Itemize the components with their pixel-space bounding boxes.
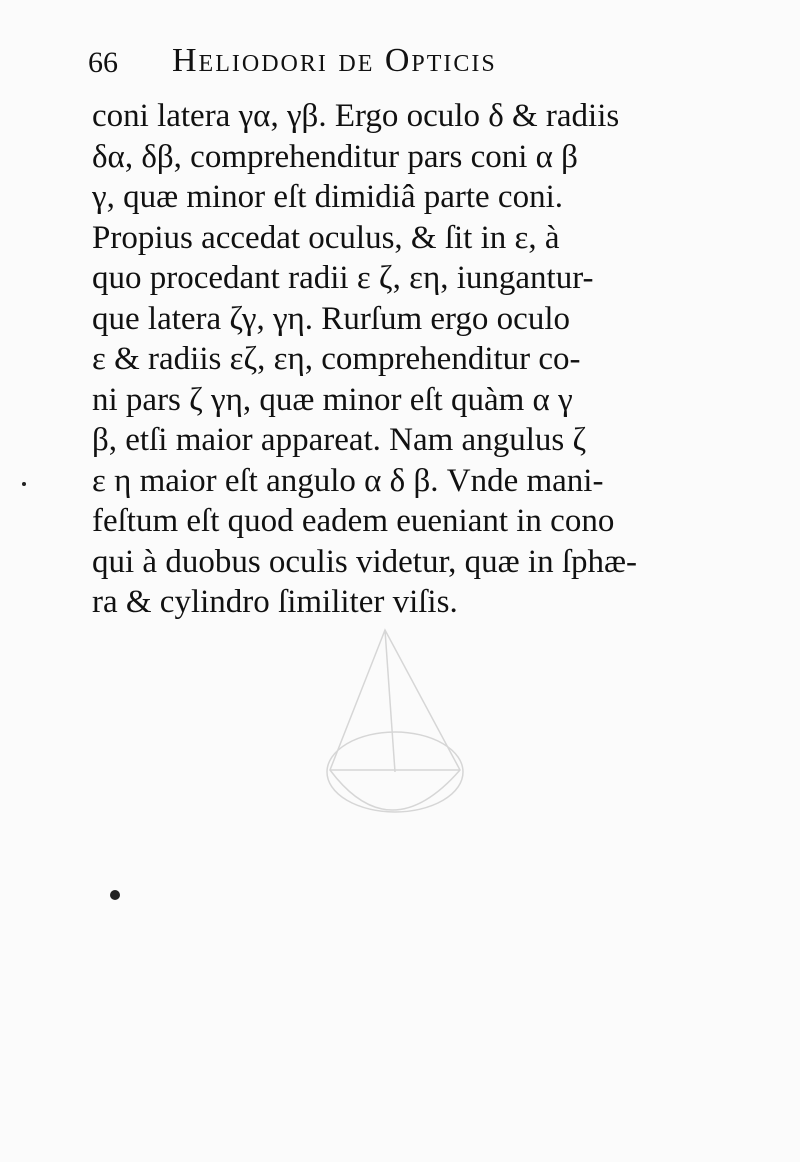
text-line: que latera ζγ, γη. Rurſum ergo oculo <box>92 300 571 337</box>
text-line: coni latera γα, γβ. Ergo oculo δ & radiis <box>92 98 620 134</box>
page-number: 66 <box>88 46 118 79</box>
page-header <box>88 42 648 90</box>
text-line: quo procedant radii ε ζ, εη, iungantur- <box>92 260 594 296</box>
text-line: feſtum eſt quod eadem eueniant in cono <box>92 503 615 539</box>
text-line: ra & cylindro ſimiliter viſis. <box>92 584 458 620</box>
text-line: ni pars ζ γη, quæ minor eſt quàm α γ <box>92 381 573 418</box>
show-through <box>0 600 800 1162</box>
text-line: qui à duobus oculis videtur, quæ in ſphæ- <box>92 543 637 580</box>
text-line: Propius accedat oculus, & ſit in ε, à <box>92 219 560 256</box>
text-line: ε η maior eſt angulo α δ β. Vnde mani- <box>92 462 604 499</box>
ink-speck <box>22 482 26 486</box>
text-line: δα, δβ, comprehenditur pars coni α β <box>92 138 578 175</box>
running-head: Heliodori de Opticis <box>172 42 497 79</box>
text-line: β, etſi maior appareat. Nam angulus ζ <box>92 422 587 458</box>
text-line: ε & radiis εζ, εη, comprehenditur co- <box>92 341 581 377</box>
bleed-cone-figure <box>0 600 800 1162</box>
ink-speck <box>110 890 120 900</box>
body-text <box>92 96 722 623</box>
text-line: γ, quæ minor eſt dimidiâ parte coni. <box>92 179 563 215</box>
